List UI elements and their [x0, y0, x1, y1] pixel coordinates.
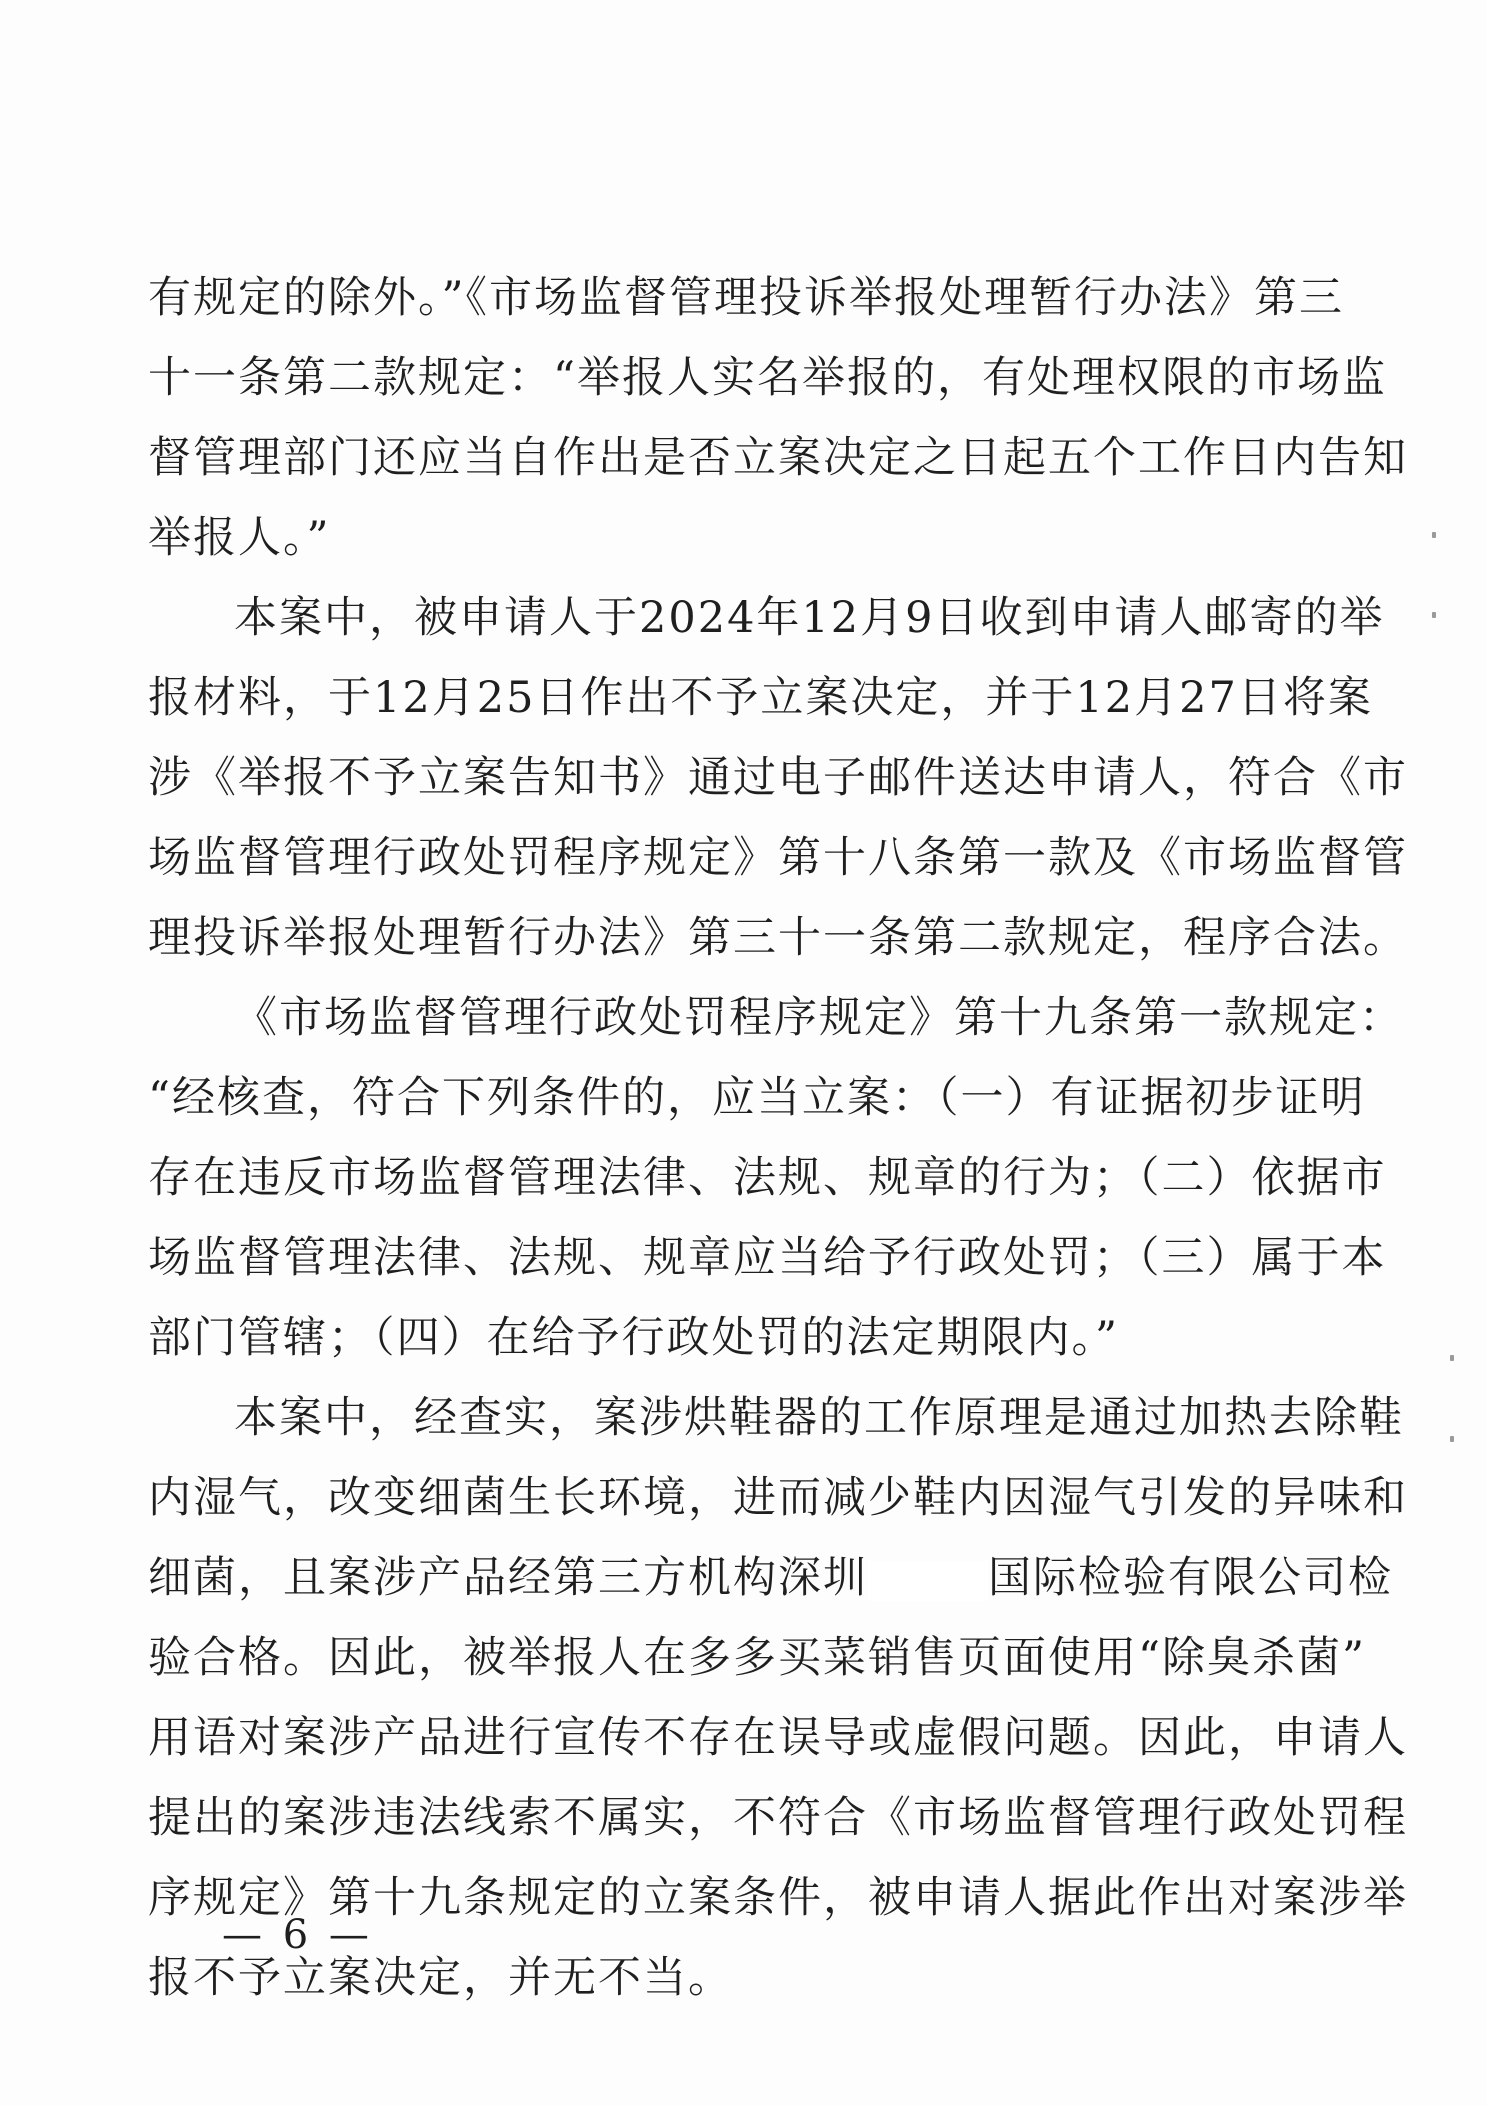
scan-speck — [1432, 612, 1436, 618]
text-line: 内湿气，改变细菌生长环境，进而减少鞋内因湿气引发的异味和 — [148, 1473, 1408, 1523]
page-number: — 6 — — [222, 1912, 373, 1958]
text-line-redacted — [148, 1538, 1393, 1618]
text-line: 序规定》第十九条规定的立案条件，被申请人据此作出对案涉举 — [148, 1873, 1408, 1923]
body-text — [148, 258, 1408, 2018]
redaction-box — [868, 1561, 988, 1601]
text-line: “经核查，符合下列条件的，应当立案：（一）有证据初步证明 — [148, 1073, 1366, 1123]
text-line: 验合格。因此，被举报人在多多买菜销售页面使用“除臭杀菌” — [148, 1633, 1366, 1683]
text-line: 报材料，于12月25日作出不予立案决定，并于12月27日将案 — [148, 673, 1373, 723]
scan-speck — [1432, 532, 1436, 538]
text-segment: 国际检验有限公司检 — [988, 1553, 1393, 1603]
text-segment: 细菌，且案涉产品经第三方机构深圳 — [148, 1553, 868, 1603]
scan-speck — [1450, 1355, 1454, 1361]
text-line: 场监督管理法律、法规、规章应当给予行政处罚；（三）属于本 — [148, 1233, 1387, 1283]
text-line: 场监督管理行政处罚程序规定》第十八条第一款及《市场监督管 — [148, 833, 1408, 883]
text-line: 部门管辖；（四）在给予行政处罚的法定期限内。” — [148, 1313, 1119, 1363]
text-line: 用语对案涉产品进行宣传不存在误导或虚假问题。因此，申请人 — [148, 1713, 1408, 1763]
text-line: 《市场监督管理行政处罚程序规定》第十九条第一款规定： — [234, 993, 1404, 1043]
text-line: 理投诉举报处理暂行办法》第三十一条第二款规定，程序合法。 — [148, 913, 1408, 963]
text-line: 存在违反市场监督管理法律、法规、规章的行为；（二）依据市 — [148, 1153, 1387, 1203]
text-line: 提出的案涉违法线索不属实，不符合《市场监督管理行政处罚程 — [148, 1793, 1408, 1843]
text-line: 有规定的除外。”《市场监督管理投诉举报处理暂行办法》第三 — [148, 273, 1344, 323]
text-line: 本案中，经查实，案涉烘鞋器的工作原理是通过加热去除鞋 — [234, 1393, 1404, 1443]
text-line: 督管理部门还应当自作出是否立案决定之日起五个工作日内告知 — [148, 433, 1408, 483]
text-line: 本案中，被申请人于2024年12月9日收到申请人邮寄的举 — [234, 593, 1385, 643]
text-line: 报不予立案决定，并无不当。 — [148, 1953, 733, 2003]
scan-speck — [1450, 1436, 1454, 1442]
text-line: 举报人。” — [148, 513, 331, 563]
text-line: 涉《举报不予立案告知书》通过电子邮件送达申请人，符合《市 — [148, 753, 1408, 803]
text-line: 十一条第二款规定：“举报人实名举报的，有处理权限的市场监 — [148, 353, 1387, 403]
